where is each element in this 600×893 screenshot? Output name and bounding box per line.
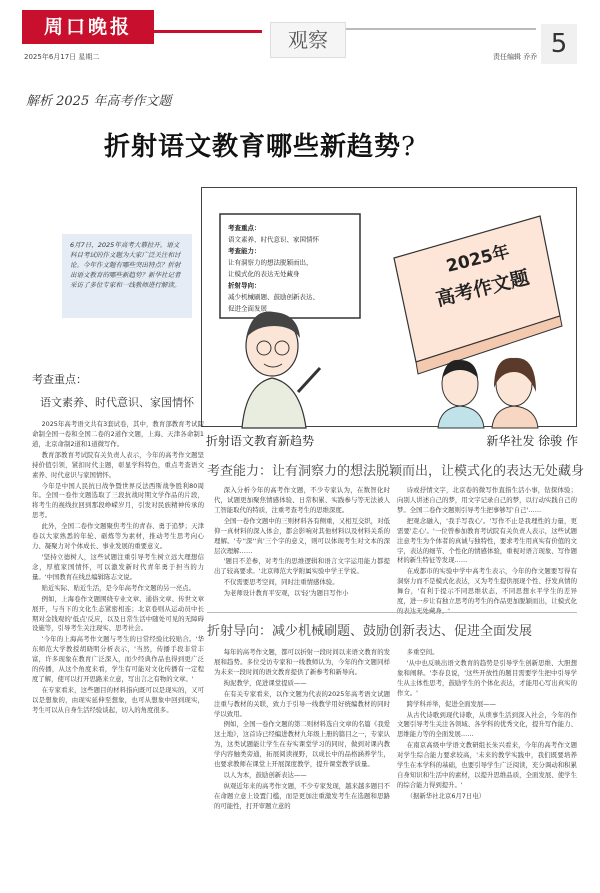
body-paragraph: 深入分析今年的高考作文题，不少专家认为，在数智化时代，试题更加聚焦情感体验、日常积累、实践参与等无法被人工智能取代的特质，注重考查考生的思维深度。	[214, 486, 390, 514]
caption-title: 折射语文教育新趋势	[206, 434, 315, 448]
board-line: 语文素养、时代意识、家国情怀	[228, 235, 319, 244]
left-body-column	[32, 420, 204, 880]
body-paragraph: 为老师设计教育平安观，以'轻'为题目写作小	[223, 589, 349, 598]
body-paragraph: '今年的上海高考作文题与考生的日常经验比较贴合。'华东师范大学教授胡晓明分析表示，'当然，传播手段非常丰富，许多现象在教育广泛深入，而少经典作品也得到更广泛的传播，从这个角度来看，学生有可能对文化传播有一定程度了解，使可以打开思路来立意，写出言之有物的文章。'	[32, 635, 204, 684]
masthead	[0, 0, 600, 64]
newspaper-logo: 周口晚报	[22, 10, 154, 44]
book-title-main: 高考作文题	[433, 266, 532, 311]
section1-middle-column	[214, 486, 390, 606]
section2-left-column	[214, 648, 390, 884]
body-paragraph: 从古代诗歌到现代诗歌，从琐事生活到深入社会，今年的作文题引导考生关注各领域、各学科的优秀文化，提升写作能力、思维能力等的全面发展……	[397, 710, 577, 739]
body-paragraph: 在南京高级中学语文教研组长朱兴看来，今年的高考作文题对学生综合能力要求较高，'未来的教学实践中，我们既要培养学生在本学科的基础，也要引导学生广泛阅读，充分调动和积累自身知识和生活中的素材，以提升思维品质，全面发展、使学生的综合能力得到提升。'	[397, 741, 577, 789]
body-paragraph: 此外，全国二卷作文题聚焦考生的青春、勇于追梦；天津卷以大家熟悉的年轮、砺炼等为素材，推动考生思考向心力、凝聚力对个体成长、事业发展的重要意义。	[32, 522, 204, 551]
section1-right-column	[397, 486, 577, 606]
board-line: 让有洞察力的想法脱颖而出，	[228, 258, 313, 267]
article-headline	[104, 126, 416, 163]
board-line: 让模式化的表达无处藏身	[228, 270, 300, 278]
body-paragraph: （据新华社北京6月7日电）	[406, 791, 486, 800]
board-line: 减少机械刷题、鼓励创新表达、	[228, 293, 319, 301]
cartoon-illustration	[201, 187, 577, 427]
body-paragraph: 拘泥教学，促进课堂提质——	[223, 678, 307, 687]
student-figure-boy	[438, 360, 484, 428]
masthead-red-rule	[154, 30, 262, 33]
section-name: 观察	[270, 22, 346, 58]
issue-date: 2025年6月17日 星期二	[24, 53, 100, 61]
board-line: 折射导向：	[228, 281, 261, 290]
student-figure-girl	[492, 358, 538, 428]
page-number: 5	[541, 24, 577, 64]
body-paragraph: 今年是中国人民抗日战争暨世界反法西斯战争胜利80周年。全国一卷作文题选取了三段抗战时期文学作品的片段，将考生的视线拉回到那段峥嵘岁月，引发对民族精神传承的思考。	[32, 481, 204, 520]
body-paragraph: 在专家看来，这些题目的材料指向既可以是现实的，又可以是想象的，由现实延伸至想象，也可从想象中回到现实，考生可以从自身生活经验谈起，切入的角度很多。	[32, 685, 204, 714]
body-paragraph: 例如，上海卷作文题围绕专业文章、通俗文章、传世文章展开，与当下的文化生态紧密相连；北京卷则从运动员中长期对金钱观的'低点'反应，以及日常生活中随处可见的无障碍设施等，引导考生关注现实、思考社会。	[32, 594, 204, 633]
body-paragraph: 诗或抒情文字，北京卷的微写作直指生活小事，钻探体验；向别人讲述自己的梦，用文字记录自己的梦，以行动实践自己的梦。全国二卷作文题则引导考生把事够写'自己'……	[397, 486, 577, 514]
responsible-editor: 责任编辑 乔乔	[493, 53, 538, 61]
teacher-figure	[242, 312, 320, 428]
body-paragraph: 不仅需要思考空间，同时注重情感体验。	[223, 578, 339, 587]
body-paragraph: '从中也反映出语文教育的趋势是引导学生创新思维、大胆想象和阐释。'李春良说，'这些开放性的题目需要学生把中引导学生从主体性思考，鼓励学生的个体化表达，才能用心写出真实的作文。'	[397, 658, 577, 697]
body-paragraph: 全国一卷作文题中的三则材料各有侧重，又相互交织，对低仰一真材料的深入体会，都会影响对其他材料以及材料关系的理解。'专''深''真'三个字的意义，则可以体现考生对文本的深层次理解……	[214, 516, 390, 555]
body-paragraph: 在成都市的实验中学中高考生表示，今年的作文题要写得有洞察力而不是模式化表达，又为考生提供展现个性、抒发真情的舞台，'有利于提示不同思维状态，不同思想水平学生的差异度，进一步让有独立思考的考生的作品更加脱颖而出，让模式化	[397, 567, 577, 606]
body-paragraph: 在有关专家看来，以作文题为代表的2025年高考语文试题注重与教材的关联，致力于引导一线教学用好统编教材的同时学以致用。	[214, 689, 390, 718]
section-heading-ability: 考查能力：让有洞察力的想法脱颖而出，让模式化的表达无处藏身	[207, 464, 585, 479]
headline-text: 折射语文教育哪些新趋势	[104, 132, 402, 162]
body-paragraph: 例如，全国一卷作文题的第二则材料选自文章的名篇《我爱这土地》，这首诗已经编进教材九年级上册的篇目之一，专家认为，这类试题能让学生在夯实课堂学习的同时，做到对课内教学内容触类旁通，拓展阅读视野，以成长中的品格涵养学生，也要求教师在课堂上开展深度教学，提升课堂教学质量。	[214, 720, 390, 769]
section-divider	[207, 612, 577, 613]
intro-box: 6月7日，2025年高考大幕拉开。语文科目考试的作文题为大家广泛关注和讨论。今年作文题有哪些突出特点？折射出语文教育的哪些新趋势？新华社记者采访了多位专家和一线教师进行解读。	[62, 234, 192, 318]
headline-question-mark: ?	[401, 132, 416, 162]
focus-label: 考查重点：	[32, 373, 87, 386]
body-paragraph: 多重空间。	[406, 648, 439, 656]
board-line: 考查重点：	[228, 224, 261, 232]
article-kicker: 解析 2025 年高考作文题	[26, 94, 172, 109]
cartoon-drawing	[202, 188, 578, 428]
caption-credit: 新华社发 徐骏 作	[486, 434, 578, 448]
masthead-grey-rule	[346, 28, 536, 30]
body-paragraph: '题目不差参，对考生的思维逻辑和语言文字运用能力都提出了较高要求。'北京师范大学附属实验中学王学说。	[214, 557, 390, 576]
body-paragraph: 教育部教育考试院有关负责人表示，今年的高考作文题坚持价值引领，紧扣时代主题，彰显学科特色，重点考查语文素养、时代意识与家国情怀。	[32, 450, 204, 479]
board-line: 促进全面发展	[228, 304, 267, 313]
section2-right-column	[397, 648, 577, 884]
board-line: 考查能力：	[228, 247, 261, 255]
body-paragraph: 跨学科并举，促进全面发展——	[406, 699, 497, 708]
book-title-year: 2025年	[444, 241, 512, 277]
body-paragraph: 贴近实际、贴近生活，是今年高考作文题的另一亮点。	[41, 583, 195, 592]
body-paragraph: 2025年高考语文共有3套试卷，其中，教育部教育考试院命制全国一卷和全国二卷的2道作文题，上海、天津各命制1道，北京命制2道和1道微写作。	[32, 420, 204, 448]
body-paragraph: 每年的高考作文题，都可以折射一段时间以来语文教育的发展和趋势。多位受访专家和一线教师认为，今年的作文题同样为未来一段时间的语文教育提供了新参考和新导向。	[214, 648, 390, 676]
body-paragraph: '坚持立德树人，这些试题注重引导考生树立远大理想信念，厚植家国情怀，可以激发新时代青年勇于担当的力量。'中国教育在线总编辑陈志文说。	[32, 552, 204, 581]
body-paragraph: 把观念融入，'我手写我心'。'写作不止是我理性的力量，更需要'走心'。'一位曾参加教育考试院有关负责人表示，这些试题注意考生为个体者的真诚与独特性，要求考生用真实有价值的文字，表达的细节、个性化的情感体验，重视对语言现象、写作题材的新生特征等发现……	[397, 516, 577, 565]
section-heading-orientation: 折射导向：减少机械刷题、鼓励创新表达、促进全面发展	[207, 624, 533, 639]
body-paragraph: 纵观近年来的高考作文题，不少专家发现，越来越多题目不在命题立意上设置门槛，而是更加注重激发考生在选题和思路的可能性，打开审题立意的	[214, 781, 390, 810]
body-paragraph: 以人为本，鼓励创新表达——	[223, 771, 307, 780]
focus-text: 语文素养、时代意识、家国情怀	[40, 396, 194, 409]
